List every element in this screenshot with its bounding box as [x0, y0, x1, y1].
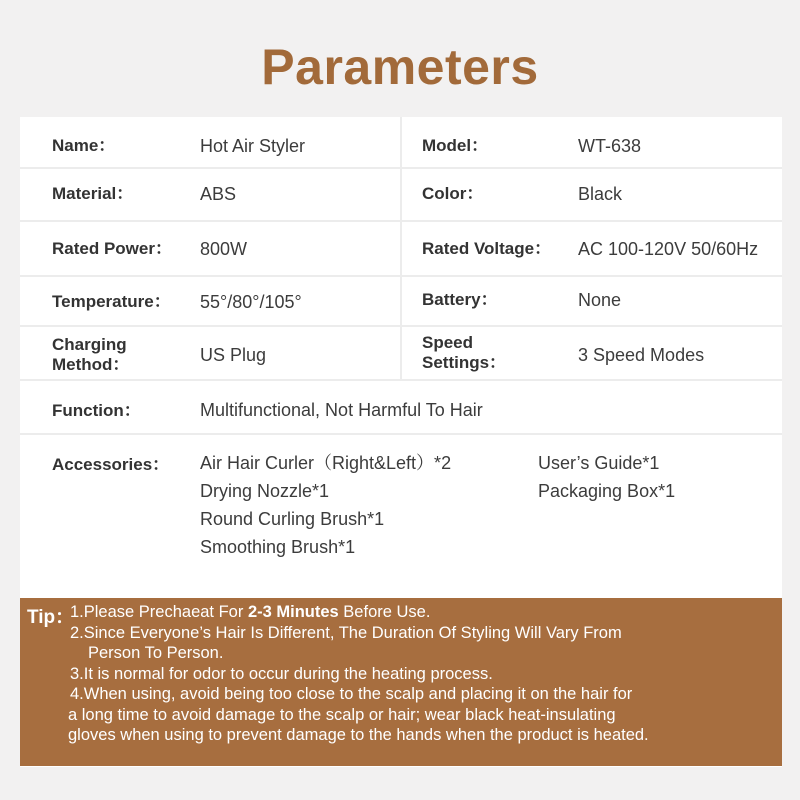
accessories-label: Accessories：	[52, 455, 170, 474]
accessory-item: Air Hair Curler（Right&Left）*2	[200, 453, 452, 473]
tip-line-1-start: 1.Please Prechaeat For	[70, 603, 248, 621]
row-divider	[20, 433, 782, 435]
tip-line-4-cont: a long time to avoid damage to the scalp or hair; wear black heat-insulating	[68, 705, 616, 724]
temperature-label: Temperature：	[52, 292, 171, 311]
battery-label: Battery：	[422, 290, 498, 309]
page-title: Parameters	[261, 39, 539, 95]
tip-line-3: 3.It is normal for odor to occur during the heating process.	[70, 664, 493, 683]
speed-settings-label-line2: Settings：	[422, 353, 507, 372]
accessory-item: Drying Nozzle*1	[200, 481, 330, 501]
accessory-item: User’s Guide*1	[538, 453, 660, 473]
accessory-item: Packaging Box*1	[538, 481, 676, 501]
color-value: Black	[578, 184, 623, 204]
tip-line-4-cont: gloves when using to prevent damage to the hands when the product is heated.	[68, 726, 649, 744]
model-label: Model：	[422, 136, 489, 155]
charging-method-value: US Plug	[200, 345, 267, 365]
speed-settings-label	[422, 333, 506, 373]
rated-voltage-label: Rated Voltage：	[422, 239, 552, 258]
rated-voltage-value: AC 100-120V 50/60Hz	[578, 239, 759, 259]
accessories-list-primary	[200, 449, 451, 561]
material-label: Material：	[52, 184, 134, 203]
model-value: WT-638	[578, 136, 642, 156]
tip-line-1	[70, 602, 770, 623]
charging-method-label-line1: Charging	[52, 335, 127, 354]
function-value: Multifunctional, Not Harmful To Hair	[200, 400, 483, 420]
column-divider	[400, 117, 402, 379]
tip-line-2-cont: Person To Person.	[88, 644, 224, 662]
row-divider	[20, 379, 782, 381]
charging-method-label-line2: Method：	[52, 355, 130, 374]
material-value: ABS	[200, 184, 237, 204]
tip-lines	[70, 602, 770, 746]
charging-method-label	[52, 335, 129, 375]
battery-value: None	[578, 290, 622, 310]
rated-power-label: Rated Power：	[52, 239, 172, 258]
rated-power-value: 800W	[200, 239, 248, 259]
color-label: Color：	[422, 184, 484, 203]
tip-label: Tip：	[27, 607, 75, 628]
accessories-list-secondary	[538, 449, 675, 505]
accessory-item: Round Curling Brush*1	[200, 509, 385, 529]
tip-line-1-emphasis: 2-3 Minutes	[247, 603, 339, 621]
name-label: Name：	[52, 136, 116, 155]
accessory-item: Smoothing Brush*1	[200, 537, 356, 557]
tip-box	[20, 598, 782, 766]
name-value: Hot Air Styler	[200, 136, 306, 156]
tip-line-2: 2.Since Everyone’s Hair Is Different, The Duration Of Styling Will Vary From	[70, 623, 622, 642]
tip-line-4: 4.When using, avoid being too close to the scalp and placing it on the hair for	[70, 685, 633, 703]
speed-settings-label-line1: Speed	[422, 333, 474, 352]
function-label: Function：	[52, 401, 141, 420]
tip-line-1-end: Before Use.	[338, 603, 431, 621]
speed-settings-value: 3 Speed Modes	[578, 345, 705, 365]
temperature-value: 55°/80°/105°	[200, 292, 302, 312]
